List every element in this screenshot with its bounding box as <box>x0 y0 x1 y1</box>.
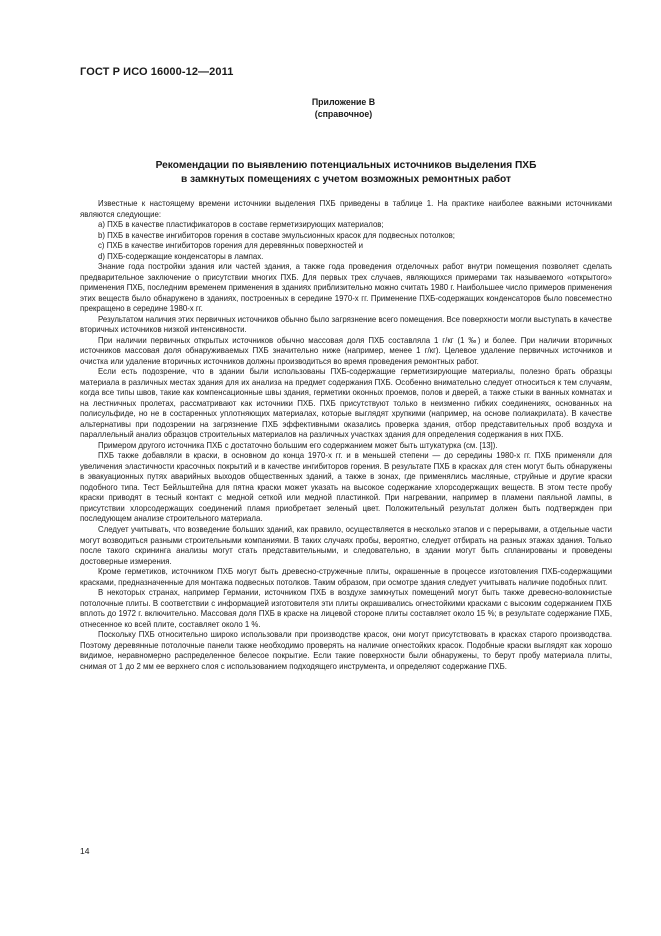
list-item-a: а) ПХБ в качестве пластификаторов в составе герметизирующих материалов; <box>98 220 384 230</box>
appendix-type: (справочное) <box>314 109 373 119</box>
section-title <box>96 159 596 187</box>
paragraph-mass-fraction: При наличии первичных открытых источников обычно массовая доля ПХБ составляла 1 г/кг (1 ‰) и более. При наличии вторичных источников массовая доля обнаруживаемых ПХБ значительно ниже (например, менее 1 г/кг). Целевое удаление первичных источников и очистка или удаление вторичных источников должны производиться во время проведения ремонтных работ. <box>80 335 612 366</box>
list-item-b: b) ПХБ в качестве ингибиторов горения в составе эмульсионных красок для подвесных потолков; <box>98 230 455 240</box>
paragraph-sealants: Если есть подозрение, что в здании были использованы ПХБ-содержащие герметизирующие материалы, полезно брать образцы материала в различных местах здания для их анализа на предмет содержания ПХБ. Особенно внимательно следует относиться к тем случаям, когда все типы швов, такие как компенсационные швы здания, герметики оконных проемов, полов и дверей, а также стыки в ванных комнатах и на лестничных пролетах, рассматривают как источники ПХБ. ПХБ присутствуют только в неизменно гибких соединениях, основанных на полисульфиде, но не в состаренных уплотняющих материалах, которые выглядят хрупкими (например, на основе полиакрилата). В качестве альтернативы при подозрении на загрязнение ПХБ эффективными оказались проверка здания, отбор представительных проб воздуха и параллельный анализ образцов строительных материалов на различных участках здания для определения содержания в них ПХБ. <box>80 367 612 440</box>
paragraph-building-age: Знание года постройки здания или частей здания, а также года проведения отделочных работ внутри помещения позволяет сделать предварительное заключение о присутствии многих ПХБ. Для первых трех случаев, являющихся примерами так называемого «открытого» применения ПХБ, последним временем применения в зданиях приблизительно можно считать 1980 г. Наибольшее число примеров применения этих веществ было обнаружено в зданиях, построенных в середине 1970-х гг. Применение ПХБ-содержащих конденсаторов было повсеместно прекращено в середине 1980-х гг. <box>80 262 612 314</box>
paragraph-plaster: Примером другого источника ПХБ с достаточно большим его содержанием может быть штукатурка (см. [13]). <box>98 440 498 450</box>
paragraph-primary-sources: Результатом наличия этих первичных источников обычно было загрязнение всего помещения. Все поверхности могли выступать в качестве вторичных источников низкой интенсивности. <box>80 314 612 335</box>
intro-paragraph: Известные к настоящему времени источники выделения ПХБ приведены в таблице 1. На практике наиболее важными источниками являются следующие: <box>80 199 612 219</box>
page-number: 14 <box>80 846 90 856</box>
paragraph-large-buildings: Следует учитывать, что возведение больших зданий, как правило, осуществляется в несколько этапов и с перерывами, а отдельные части могут возводиться разными строительными компаниями. В таких случаях пробы, вероятно, следует отбирать на разных этажах здания. Только после такого скрининга анализы могут стать представительными, и следовательно, в здании могут быть спланированы и проведены достоверные измерения. <box>80 524 612 566</box>
body-text <box>80 199 612 672</box>
section-title-line-2: в замкнутых помещениях с учетом возможных ремонтных работ <box>180 174 512 185</box>
list-item-d: d) ПХБ-содержащие конденсаторы в лампах. <box>98 251 264 261</box>
paragraph-chipboard: Кроме герметиков, источником ПХБ могут быть древесно-стружечные плиты, окрашенные в процессе изготовления ПХБ-содержащими красками, предназначенные для монтажа подвесных потолков. Таким образом, при осмотре здания следует учитывать наличие подобных плит. <box>80 567 612 587</box>
paragraph-old-paints: Поскольку ПХБ относительно широко использовали при производстве красок, они могут присутствовать в красках старого производства. Поэтому деревянные потолочные панели также необходимо проверять на наличие огнестойких красок. Подобные краски выглядят как хорошо видимое, неравномерно распределенное белесое покрытие. Если такие поверхности были обнаружены, то берут пробу материала плиты, снимая от 1 до 2 мм ее верхнего слоя с использованием подходящего инструмента, и определяют содержание ПХБ. <box>80 630 612 671</box>
list-item-c: c) ПХБ в качестве ингибиторов горения для деревянных поверхностей и <box>98 241 363 251</box>
document-standard-header: ГОСТ Р ИСО 16000-12—2011 <box>80 66 234 78</box>
appendix-label: Приложение В <box>311 97 376 107</box>
paragraph-fiberboard: В некоторых странах, например Германии, источником ПХБ в воздухе замкнутых помещений могут быть также древесно-волокнистые потолочные плиты. В соответствии с информацией изготовителя эти плиты окрашивались огнестойкими красками с высоким содержанием ПХБ вплоть до 1972 г. включительно. Массовая доля ПХБ в краске на лицевой стороне плиты составляет около 15 %; в результате содержание ПХБ, отнесенное ко всей плите, составляет около 1 %. <box>80 588 612 629</box>
appendix-heading <box>0 96 661 120</box>
section-title-line-1: Рекомендации по выявлению потенциальных источников выделения ПХБ <box>155 160 537 171</box>
paragraph-paints: ПХБ также добавляли в краски, в основном до конца 1970-х гг. и в меньшей степени — до середины 1980-х гг. ПХБ применяли для увеличения эластичности красочных покрытий и в качестве ингибиторов горения. В результате ПХБ в красках для стен могут быть обнаружены в эвакуационных путях аварийных выходов общественных зданий, а также в зонах, где применялись масляные, струйные и другие краски подобного типа. Тест Бейльштейна для пятна краски может указать на высокое содержание хлорсодержащих веществ. В этом тесте пробу краски приводят в тесный контакт с медной сеткой или медной пластинкой. При нагревании, например в пламени паяльной лампы, в присутствии хлорсодержащих соединений пламя приобретает зеленый цвет. Положительный результат должен быть подтвержден при последующем анализе строительного материала. <box>80 451 612 524</box>
